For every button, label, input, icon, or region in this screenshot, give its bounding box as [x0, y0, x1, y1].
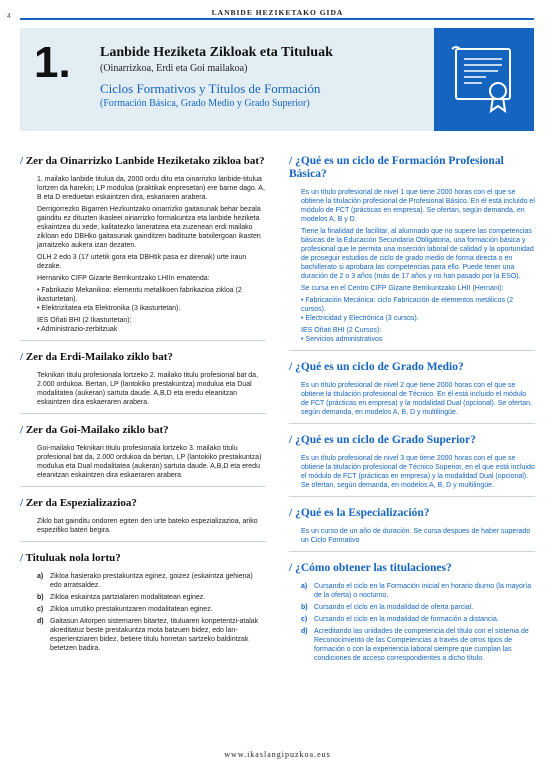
paragraph: Es un curso de un año de duración. Se cursa despues de haber superado un Ciclo Formativo [301, 528, 531, 544]
paragraph: Es un título profesional de nivel 1 que tiene 2000 horas con el que se obtiene la titulación profesional de Profesional Básico. En él está incluido el módulo de FCT (prácticas en empresa). Se ofertan, según demanda, en modelos A, B y D. [301, 189, 535, 223]
paragraph: 1. mailako lanbide titulua da, 2000 ordu ditu eta oinarrizko lanbide-titulua lortzen da harekin; LP moduloa (praktikak enpresetan) ere barne dago. A, B eta D ereduetan eskaintzen dira, eskariaren arabera. [37, 176, 265, 201]
section-heading: / ¿Qué es un ciclo de Grado Superior? [289, 434, 476, 446]
paragraph: IES Oñati BHI (2 Ikasturtetan): [37, 317, 132, 324]
list-item: c) Cursando el ciclo en la modalidad de formación a distancia. [301, 616, 499, 623]
guide-title: LANBIDE HEZIKETAKO GIDA [211, 8, 344, 17]
section-heading: / ¿Qué es la Especialización? [289, 507, 430, 519]
certificate-icon [448, 43, 520, 119]
section-divider [20, 340, 266, 341]
paragraph: Hernaniko CIFP Gizarte Berrikuntzako LHIIn ematenda: [37, 275, 210, 282]
list-item: • Elektrizitatea eta Elektronika (3 ikasturtetan). [37, 304, 266, 313]
list-item: • Fabrikazio Mekanikoa: elementu metalikoen fabrikazioa zikloa (2 ikasturtetan). [37, 286, 266, 304]
chapter-banner [20, 28, 534, 131]
paragraph: Tiene la finalidad de facilitar, al alumnado que no supere las competencias básicas de la Educación Secundaria Obligatoria, una formación básica y profesional que le permita una inserción laboral de calidad y la oportunidad de proseguir estudios de ciclo de grado medio de forma directa o en bachillerato si aprobara las competencias para ello. Puede tener una duración de 2 o 3 años (más de 17 años y no han pasado por la ESO). [301, 228, 534, 280]
list-item: • Administrazio-zerbitzuak [37, 325, 266, 334]
list-item: • Electricidad y Electrónica (3 cursos). [301, 314, 535, 323]
chapter-title-eu: Lanbide Heziketa Zikloak eta Tituluak [100, 45, 333, 60]
paragraph: Goi-mailako Teknikari titulu profesionala lortzeko 3. mailako titulu profesional bat da, 2.000 ordukoa da bertan, LP (lantokiko prestakuntza) modulua eta Dual modalitatea (aukeran) sartuta daude. A,B,D eta eredu eleanitzan eskaintzen dira eskaeraren arabera. [37, 445, 262, 479]
list-item: a) Cursando el ciclo en la Formación inicial en horario diurno (la mayoría de la oferta) o nocturno. [301, 583, 532, 599]
section-heading: / Zer da Espezializazioa? [20, 497, 137, 509]
paragraph: Teknikari titulu profesionala lortzeko 2. mailako titulu profesional bat da, 2.000 ordukoa. Bertan, LP (lantokiko prestakuntza) modulua eta Dual modalitatea (aukeran) sartuta daude. A,B,D eta eredu eleanitzan eskaintzen dira eskaeraren arabera. [37, 372, 259, 406]
section-heading: / ¿Qué es un ciclo de Formación Profesional Básica? [289, 155, 504, 180]
section-divider [289, 350, 535, 351]
chapter-subtitle-eu: (Oinarrizkoa, Erdi eta Goi mailakoa) [100, 63, 248, 74]
paragraph: OLH 2 edo 3 (17 urtetik gora eta DBHtik pasa ez direnak) urte iraun dezake. [37, 254, 247, 270]
footer-url[interactable]: www.ikaslangipuzkoa.eus [224, 750, 331, 759]
paragraph: Se cursa en el Centro CIFP Gizarte Berrikuntzako LHII (Hernani): [301, 285, 504, 292]
section-divider [289, 423, 535, 424]
section-heading: / ¿Qué es un ciclo de Grado Medio? [289, 361, 464, 373]
list-item: d) Gaitasun Aitorpen sistemaren bitartez, tituluaren konpetentzi-atalak akreditatuz beste prestakuntza mota batzuen bidez, edo lan-esperientziaren bidez, betiere titulu horretan sartzeko baldintzak betetzen badira. [37, 618, 259, 652]
section-divider [20, 541, 266, 542]
paragraph: IES Oñati BHI (2 Cursos): [301, 327, 382, 334]
certificate-icon-box [434, 28, 534, 131]
basque-column [20, 155, 266, 656]
chapter-number: 1. [34, 38, 71, 87]
paragraph: Ziklo bat gainditu ondoren egiten den urte bateko espezializazioa, ariko espezifiko bateri begira. [37, 518, 258, 534]
section-divider [20, 413, 266, 414]
page-number: 4 [7, 13, 11, 20]
paragraph: Es un título profesional de nivel 2 que tiene 2000 horas con el que se obtiene la titulación profesional de Técnico. En él está incluido el módulo de FCT (prácticas en empresa) y la modalidad Dual (opcional). Se ofertan, según demanda, en modelos A, B, D y multilingüe. [301, 382, 532, 416]
list-item: a) Zikloa hasierako prestakuntza eginez, goizez (eskaintza gehiena) edo arratsaldez. [37, 573, 253, 589]
chapter-title-es: Ciclos Formativos y Títulos de Formación [100, 81, 321, 96]
section-heading: / Zer da Goi-Mailako ziklo bat? [20, 424, 169, 436]
spanish-column [289, 155, 535, 666]
section-divider [20, 486, 266, 487]
list-item: d) Acreditando las unidades de competencia del título con el sistema de Reconocimiento de las Competencias a través de otros tipos de formación o con la experiencia laboral siempre que cumplan las condiciones de acceso correspondientes a dicho título. [301, 628, 529, 662]
chapter-subtitle-es: (Formación Básica, Grado Medio y Grado Superior) [100, 98, 310, 109]
paragraph: Es un título profesional de nivel 3 que tiene 2000 horas con el que se obtiene la titulación profesional de Técnico Superior, en el que está incluido el módulo de FCT (prácticas en empresa) y la modalidad Dual (opcional). Se ofertan, según demanda, en modelos A, B, D y multilingüe. [301, 455, 535, 489]
section-divider [289, 551, 535, 552]
section-heading: / Tituluak nola lortu? [20, 552, 121, 564]
paragraph: Derrigorrezko Bigarren Hezkuntzako oinarrizko gaitasunak behar bezala gainditu ez dituzten ikasleei oinarrizko formakuntza eta lanbide heziketa eskaintzea du xede, kalitatezko laneratzea eta zuzenean erdi mailako zikloan edo DBHko gaitasunak gainditzen badituzte batxilergoan ikasten jarraitzeko aukera izan dezaten. [37, 206, 261, 249]
section-heading: / Zer da Erdi-Mailako ziklo bat? [20, 351, 173, 363]
list-item: b) Zikloa eskaintza partzialaren modalitatean eginez. [37, 594, 206, 601]
list-item: b) Cursando el ciclo en la modalidad de oferta parcial. [301, 604, 474, 611]
section-divider [289, 496, 535, 497]
list-item: c) Zikloa urrutiko prestakuntzaren modalitatean eginez. [37, 606, 213, 613]
list-item: • Fabricación Mecánica: ciclo Fabricación de elementos metálicos (2 cursos). [301, 296, 535, 314]
section-heading: / Zer da Oinarrizko Lanbide Heziketako zikloa bat? [20, 155, 265, 167]
section-heading: / ¿Cómo obtener las titulaciones? [289, 562, 452, 574]
list-item: • Servicios administrativos [301, 335, 535, 344]
